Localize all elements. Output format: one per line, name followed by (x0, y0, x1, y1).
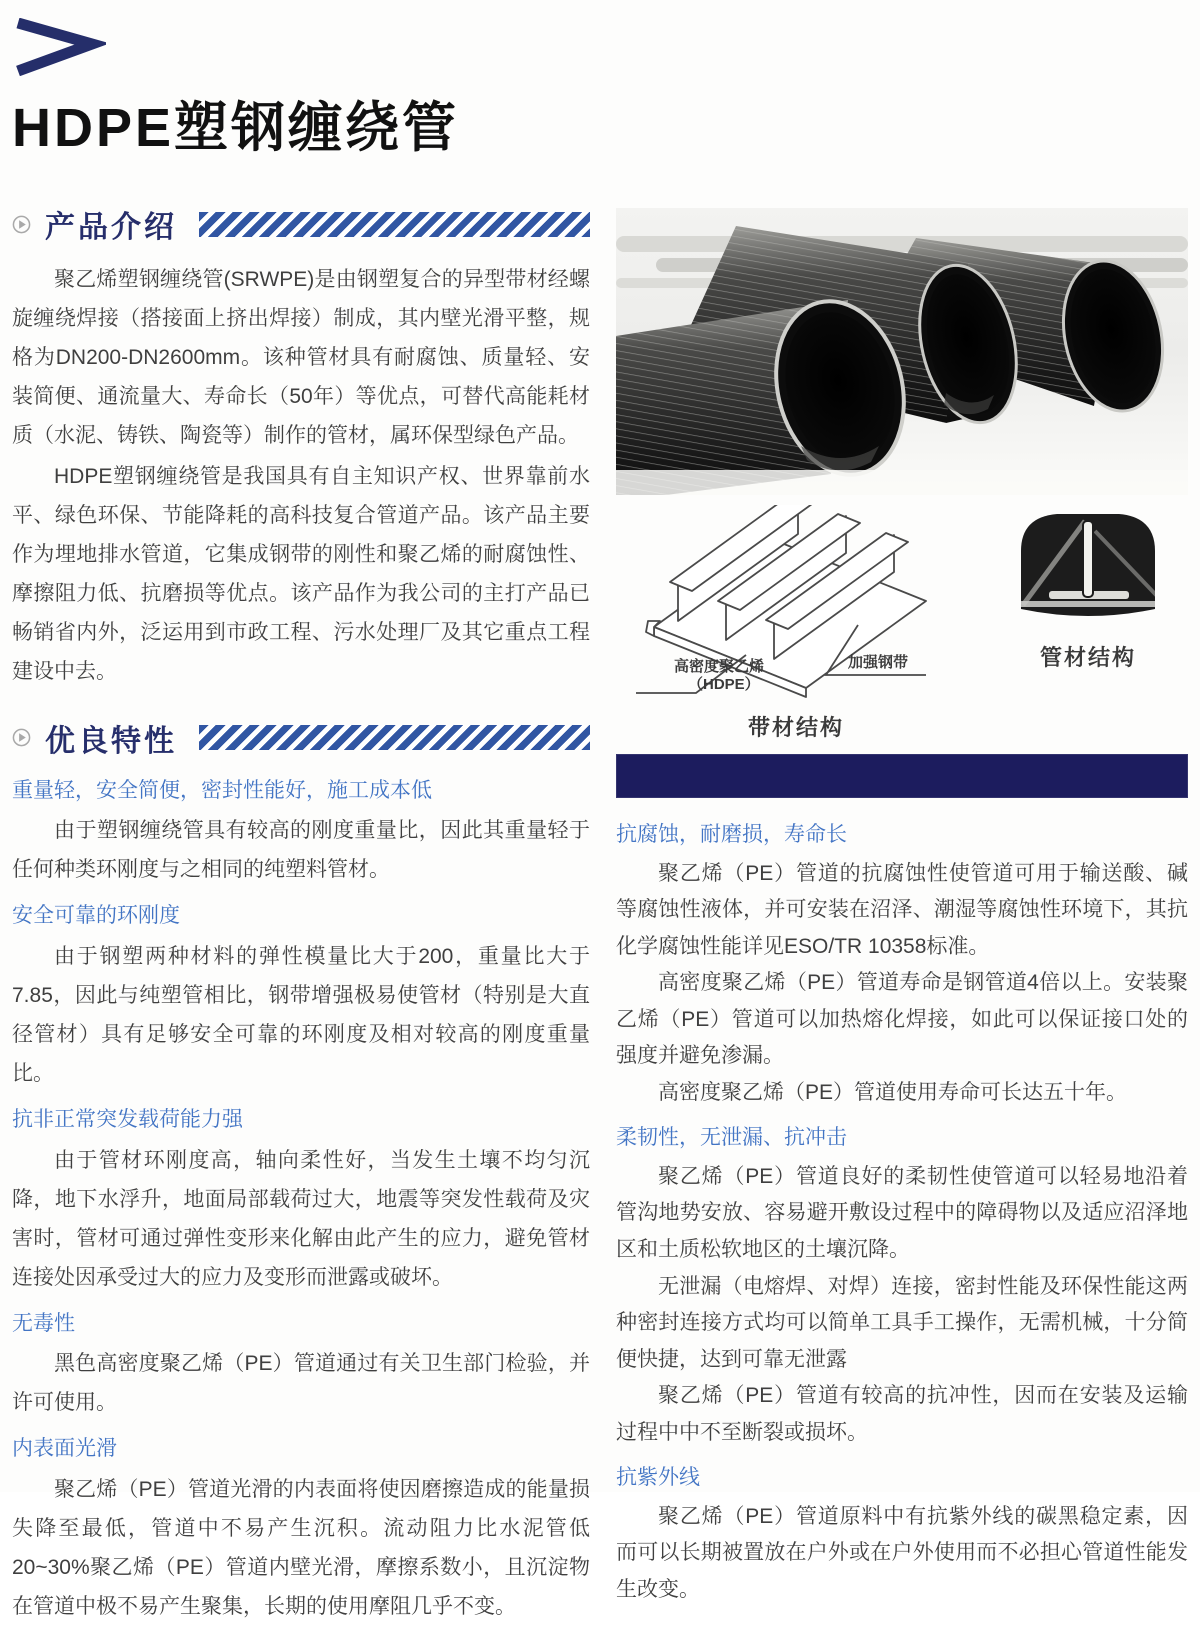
page-title: HDPE塑钢缠绕管 (12, 98, 460, 158)
pipes-photo-image (616, 208, 1188, 495)
stripes-decoration (199, 212, 590, 237)
feature-subheading: 抗紫外线 (616, 1466, 700, 1490)
feature-subheading: 柔韧性，无泄漏、抗冲击 (616, 1126, 847, 1150)
section-title: 产品介绍 (45, 211, 177, 244)
pipe-structure-figure (988, 505, 1188, 672)
two-column-layout (12, 188, 1188, 1626)
pipes-photo (616, 208, 1188, 495)
feature-paragraph: 聚乙烯（PE）管道的抗腐蚀性使管道可用于输送酸、碱等腐蚀性液体，并可安装在沼泽、潮湿等腐蚀性环境下，其抗化学腐蚀性能详见ESO/TR 10358标准。 (616, 861, 1188, 958)
intro-paragraph: 聚乙烯塑钢缠绕管(SRWPE)是由钢塑复合的异型带材经螺旋缠绕焊接（搭接面上挤出焊接）制成，其内壁光滑平整，规格为DN200-DN2600mm。该种管材具有耐腐蚀、质量轻、安装简便、通流量大、寿命长（50年）等优点，可替代高能耗材质（水泥、铸铁、陶瓷等）制作的管材，属环保型绿色产品。 (12, 268, 590, 448)
feature-paragraph: 由于塑钢缠绕管具有较高的刚度重量比，因此其重量轻于任何种类环刚度与之相同的纯塑料管材。 (12, 819, 590, 882)
feature-subheading: 抗腐蚀，耐磨损，寿命长 (616, 823, 847, 846)
section-bullet-icon (12, 215, 31, 234)
feature-paragraph: 聚乙烯（PE）管道光滑的内表面将使因磨擦造成的能量损失降至最低，管道中不易产生沉积。流动阻力比水泥管低20~30%聚乙烯（PE）管道内壁光滑，摩擦系数小，且沉淀物在管道中极不易产生聚集，长期的使用摩阻几乎不变。 (12, 1478, 590, 1619)
feature-paragraph: 由于管材环刚度高，轴向柔性好，当发生土壤不均匀沉降，地下水浮升，地面局部载荷过大，地震等突发性载荷及灾害时，管材可通过弹性变形来化解由此产生的应力，避免管材连接处因承受过大的应力及变形而泄露或破坏。 (12, 1148, 590, 1289)
chevron-icon (14, 18, 106, 76)
label-hdpe-line1: 高密度聚乙烯 (674, 658, 765, 675)
strip-structure-caption: 带材结构 (747, 715, 844, 740)
section-bullet-icon (12, 728, 31, 747)
feature-subheading: 无毒性 (12, 1311, 75, 1335)
feature-subheading: 内表面光滑 (12, 1437, 117, 1461)
pipe-structure-caption: 管材结构 (1039, 645, 1136, 670)
intro-paragraph: HDPE塑钢缠绕管是我国具有自主知识产权、世界靠前水平、绿色环保、节能降耗的高科技复合管道产品。该产品主要作为埋地排水管道，它集成钢带的刚性和聚乙烯的耐腐蚀性、摩擦阻力低、抗磨损等优点。该产品作为我公司的主打产品已畅销省内外，泛运用到市政工程、污水处理厂及其它重点工程建设中去。 (12, 465, 590, 684)
left-column (12, 188, 590, 1626)
section-header-features (12, 716, 590, 760)
label-hdpe-line2: （HDPE） (688, 676, 760, 693)
feature-subheading: 抗非正常突发载荷能力强 (12, 1107, 243, 1131)
stripes-decoration (199, 725, 590, 750)
section-header-intro (12, 202, 590, 246)
section-title: 优良特性 (45, 724, 177, 758)
intro-block (12, 260, 590, 692)
feature-paragraph: 聚乙烯（PE）管道有较高的抗冲性，因而在安装及运输过程中中不至断裂或损坏。 (616, 1384, 1188, 1444)
feature-paragraph: 聚乙烯（PE）管道良好的柔韧性使管道可以轻易地沿着管沟地势安放、容易避开敷设过程中的障碍物以及适应沼泽地区和土质松软地区的土壤沉降。 (616, 1164, 1188, 1261)
feature-paragraph: 高密度聚乙烯（PE）管道寿命是钢管道4倍以上。安装聚乙烯（PE）管道可以加热熔化焊接，如此可以保证接口处的强度并避免渗漏。 (616, 971, 1188, 1068)
brand-chevron-logo (14, 18, 1188, 81)
strip-structure-figure (626, 505, 966, 742)
feature-paragraph: 聚乙烯（PE）管道原料中有抗紫外线的碳黑稳定素，因而可以长期被置放在户外或在户外使用而不必担心管道性能发生改变。 (616, 1504, 1188, 1601)
feature-paragraph: 由于钢塑两种材料的弹性模量比大于200，重量比大于7.85，因此与纯塑管相比，钢带增强极易使管材（特别是大直径管材）具有足够安全可靠的环刚度及相对较高的刚度重量比。 (12, 944, 590, 1085)
right-column (616, 188, 1188, 1626)
feature-subheading: 重量轻，安全简便，密封性能好，施工成本低 (12, 778, 432, 802)
feature-subheading: 安全可靠的环刚度 (12, 904, 180, 928)
feature-paragraph: 黑色高密度聚乙烯（PE）管道通过有关卫生部门检验，并许可使用。 (12, 1352, 590, 1415)
strip-structure-diagram (626, 505, 966, 705)
structure-figures (616, 505, 1188, 742)
divider-bar (616, 754, 1188, 798)
feature-paragraph: 高密度聚乙烯（PE）管道使用寿命可长达五十年。 (658, 1080, 1128, 1104)
feature-paragraph: 无泄漏（电熔焊、对焊）连接，密封性能及环保性能这两种密封连接方式均可以简单工具手工操作，无需机械，十分简便快捷，达到可靠无泄露 (616, 1274, 1188, 1371)
pipe-structure-image (1013, 505, 1163, 627)
label-steel-band: 加强钢带 (848, 654, 909, 671)
